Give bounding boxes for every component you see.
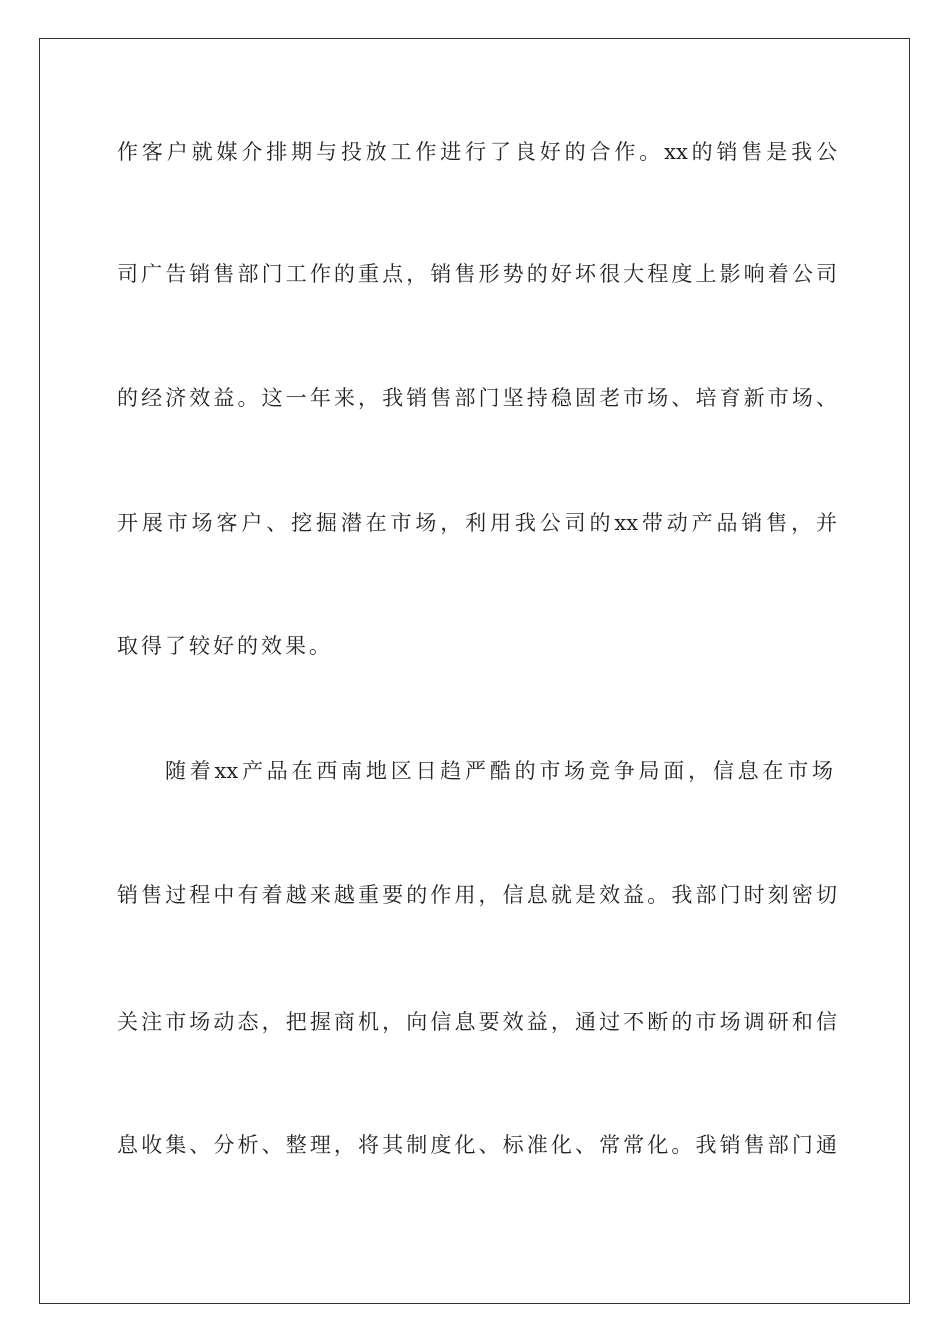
paragraph-line: 销售过程中有着越来越重要的作用，信息就是效益。我部门时刻密切 bbox=[117, 883, 837, 907]
paragraph-line: 的经济效益。这一年来，我销售部门坚持稳固老市场、培育新市场、 bbox=[117, 386, 837, 410]
paragraph-line: 司广告销售部门工作的重点，销售形势的好坏很大程度上影响着公司 bbox=[117, 262, 837, 286]
paragraph-line: 作客户就媒介排期与投放工作进行了良好的合作。xx的销售是我公 bbox=[117, 140, 837, 164]
paragraph-line: 关注市场动态，把握商机，向信息要效益，通过不断的市场调研和信 bbox=[117, 1010, 837, 1034]
paragraph-line: 开展市场客户、挖掘潜在市场，利用我公司的xx带动产品销售，并 bbox=[117, 511, 837, 535]
paragraph-line: 息收集、分析、整理，将其制度化、标准化、常常化。我销售部门通 bbox=[117, 1133, 837, 1157]
paragraph-line: 取得了较好的效果。 bbox=[117, 634, 333, 658]
page-border bbox=[39, 38, 910, 1304]
paragraph-line: 随着xx产品在西南地区日趋严酷的市场竞争局面，信息在市场 bbox=[165, 759, 833, 783]
